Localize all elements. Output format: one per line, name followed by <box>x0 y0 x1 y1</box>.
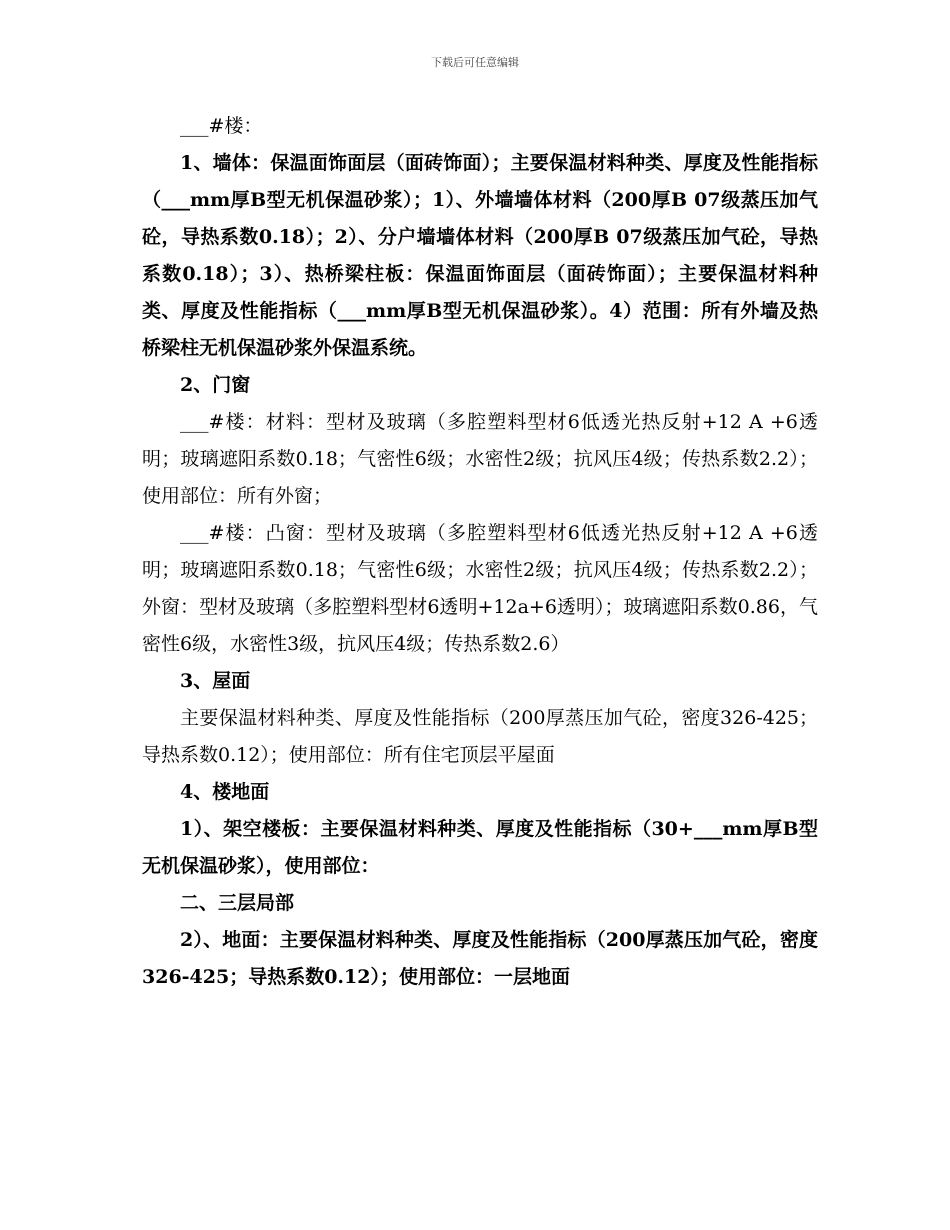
heading-floor: 4、楼地面 <box>180 781 270 803</box>
paragraph-wall: 1、墙体：保温面饰面层（面砖饰面）；主要保温材料种类、厚度及性能指标（___mm厚B型无机保温砂浆）；1）、外墙墙体材料（200厚B 07级蒸压加气砼，导热系数0.18）；2）、分户墙墙体材料（200厚B 07级蒸压加气砼，导热系数0.18）；3）、热桥梁柱板：保温面饰面层（面砖饰面）；主要保温材料种类、厚度及性能指标（___mm厚B型无机保温砂浆）。4）范围：所有外墙及热桥梁柱无机保温砂浆外保温系统。 <box>142 152 818 359</box>
heading-doors-windows: 2、门窗 <box>180 374 251 396</box>
paragraph-second-third-floor: 二、三层局部 <box>180 892 295 914</box>
paragraph-roof: 主要保温材料种类、厚度及性能指标（200厚蒸压加气砼，密度326-425；导热系数0.12）；使用部位：所有住宅顶层平屋面 <box>142 707 818 766</box>
page-header: 下载后可任意编辑 <box>431 56 519 69</box>
document-body <box>142 108 818 996</box>
paragraph-windows-material: ___#楼：材料：型材及玻璃（多腔塑料型材6低透光热反射+12 A +6透明；玻璃遮阳系数0.18；气密性6级；水密性2级；抗风压4级；传热系数2.2）；使用部位：所有外窗； <box>142 411 818 507</box>
paragraph-building-label-1: ___#楼： <box>180 115 263 137</box>
paragraph-elevated-floor: 1）、架空楼板：主要保温材料种类、厚度及性能指标（30+___mm厚B型无机保温砂浆），使用部位： <box>142 818 818 877</box>
heading-roof: 3、屋面 <box>180 670 251 692</box>
paragraph-bay-window: ___#楼：凸窗：型材及玻璃（多腔塑料型材6低透光热反射+12 A +6透明；玻璃遮阳系数0.18；气密性6级；水密性2级；抗风压4级；传热系数2.2）；外窗：型材及玻璃（多腔塑料型材6透明+12a+6透明）；玻璃遮阳系数0.86，气密性6级，水密性3级，抗风压4级；传热系数2.6） <box>142 522 818 655</box>
paragraph-ground-floor: 2）、地面：主要保温材料种类、厚度及性能指标（200厚蒸压加气砼，密度326-425；导热系数0.12）；使用部位：一层地面 <box>142 929 818 988</box>
